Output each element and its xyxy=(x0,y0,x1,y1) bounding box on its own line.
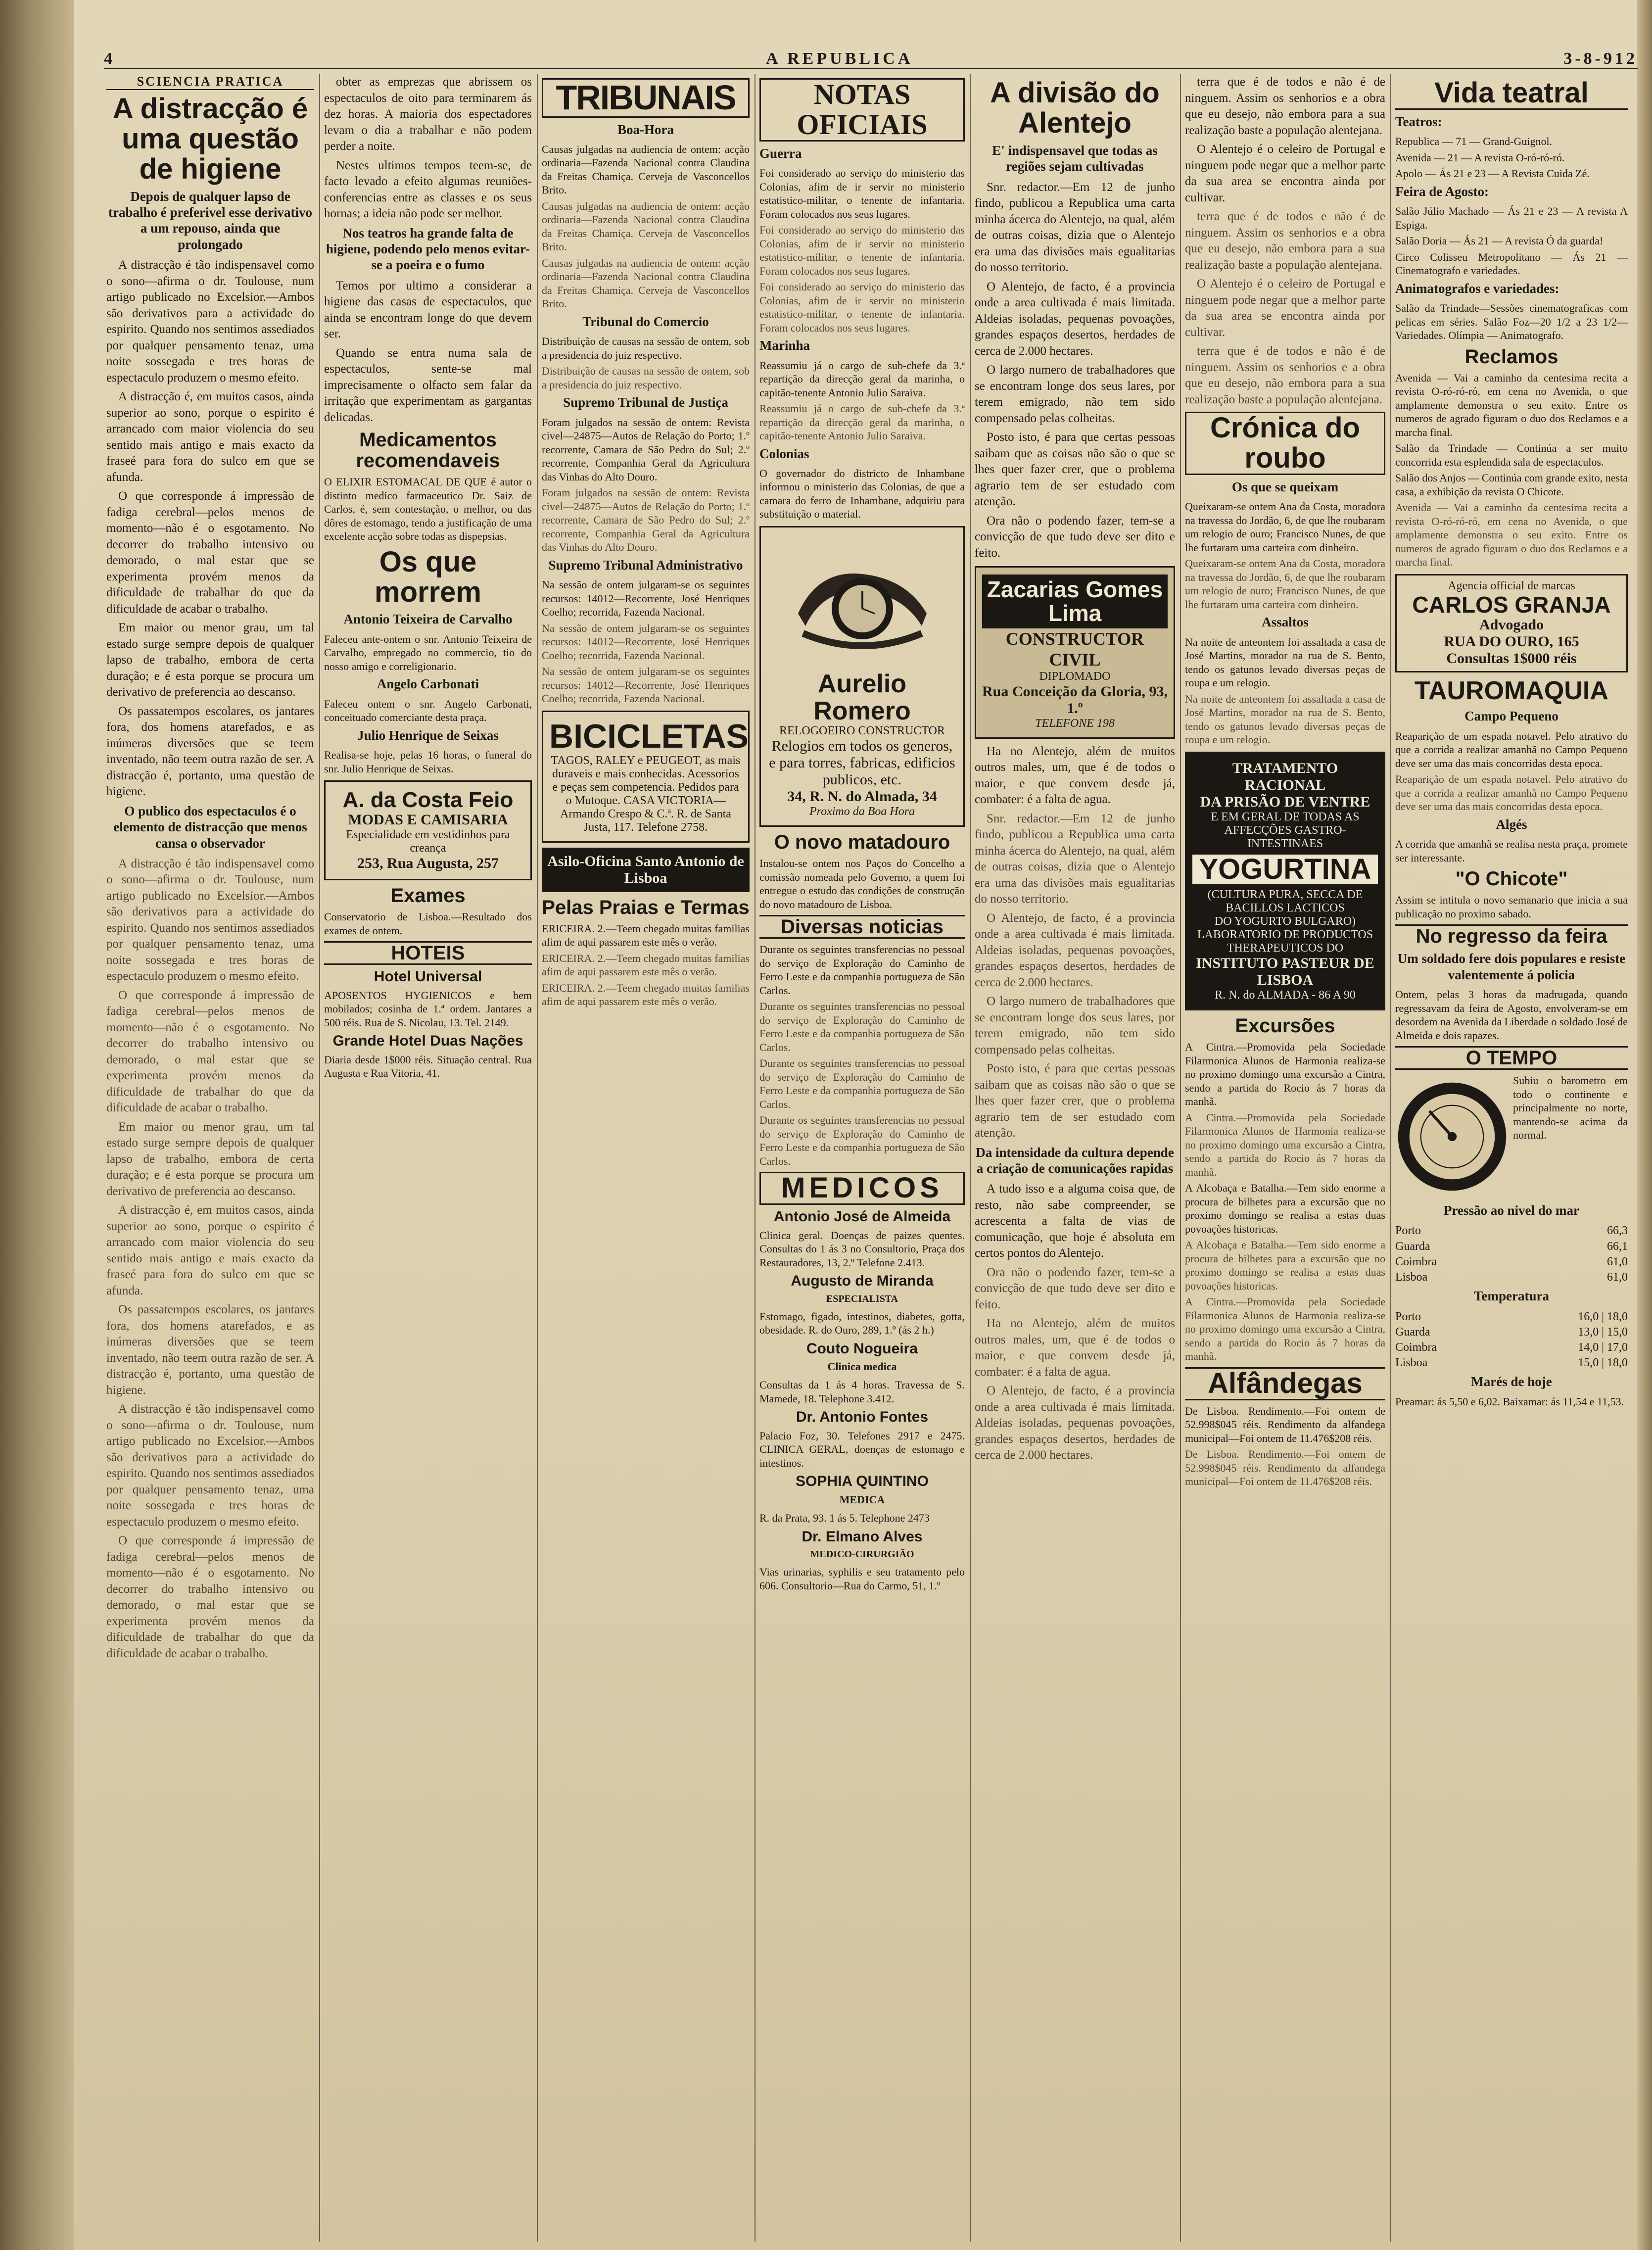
ad-text: TAGOS, RALEY e PEUGEOT, as mais duraveis e mais conhecidas. Acessorios e peças sem competencia. Pedidos para o Mutoque. CASA VICTORIA—Armando Crespo & C.ª. R. de Santa Justa, 117. Telefone 2758. xyxy=(551,754,741,834)
article-paragraph: O Alentejo, de facto, é a provincia onde a area cultivada é mais limitada. Aldeias isoladas, pequenas povoações, grandes espaços desertos, herdades de cerca de 2.000 hectares. xyxy=(975,911,1175,989)
list-label: Feira de Agosto: xyxy=(1395,184,1489,199)
ad-address: 34, R. N. do Almada, 34 xyxy=(787,788,937,805)
article-subhead: Da intensidade da cultura depende a criação de comunicações rapidas xyxy=(976,1145,1174,1176)
article-paragraph: O que corresponde á impressão de fadiga cerebral—pelos menos de momento—não é o esgotamento. No decorrer do trabalho intensivo ou demorado, o mal estar que se experimenta provém menos da dificuldade de trabalhar do que da dificuldade de acabar o trabalho. xyxy=(106,489,314,616)
doctor-text: Palacio Foz, 30. Telefones 2917 e 2475. CLINICA GERAL, doenças de estomago e intestinos. xyxy=(759,1429,965,1469)
ad-address: RUA DO OURO, 165 xyxy=(1444,633,1579,650)
article-subhead: Algés xyxy=(1496,816,1527,832)
ad-line: DA PRISÃO DE VENTRE xyxy=(1200,793,1370,810)
barometer-icon xyxy=(1395,1080,1509,1194)
article-headline: A divisão do Alentejo xyxy=(990,77,1160,139)
column-rule xyxy=(1180,74,1181,2242)
doctor-name: Antonio José de Almeida xyxy=(773,1208,951,1225)
ministry-name: Colonias xyxy=(759,446,809,461)
article-paragraph: Ha no Alentejo, além de muitos outros males, um, que é de todos o maior, e que convem desde já, combater: é a falta de agua. xyxy=(975,744,1175,807)
article-paragraph: A distracção é tão indispensavel como o sono—afirma o dr. Toulouse, num artigo publicado no Excelsior.—Ambos são derivativos para a actividade do espirito. Quando nos sentimos assediados por qualquer pensamento tenaz, uma noite sossegada e tres horas de espectaculo produzem o mesmo efeito. xyxy=(106,258,314,384)
article-paragraph: O largo numero de trabalhadores que se encontram longe dos seus lares, por terem emigrado, não tem sido compensado pelas colheitas. xyxy=(975,363,1175,425)
ad-line: INSTITUTO PASTEUR DE LISBOA xyxy=(1196,955,1374,989)
doctor-name: Couto Nogueira xyxy=(806,1340,918,1357)
ad-line: Especialidade em vestidinhos para creança xyxy=(346,828,510,855)
table-row xyxy=(1395,1355,1628,1371)
article-headline: A distracção é uma questão de higiene xyxy=(112,93,308,185)
table-row xyxy=(1395,1239,1628,1254)
article-paragraph: Posto isto, é para que certas pessoas saibam que as coisas não são o que se lhes quer fazer crer, que o problema agrario tem de ser estudado com atenção. xyxy=(975,1062,1175,1140)
article-paragraph: Em maior ou menor grau, um tal estado surge sempre depois de qualquer lapso de trabalho, embora de certa duração; e é esta porque se procura um derivativo de preferencia ao descanso. xyxy=(106,621,314,699)
article-paragraph: Temos por ultimo a considerar a higiene das casas de espectaculos, que ainda se encontram longe do que devem ser. xyxy=(324,279,532,341)
tides-text: Preamar: ás 5,50 e 6,02. Baixamar: ás 11,54 e 11,53. xyxy=(1395,1395,1624,1408)
table-cell: 61,0 xyxy=(1607,1255,1628,1268)
column-4 xyxy=(759,74,965,2242)
article-paragraph: terra que é de todos e não é de ninguem. Assim os senhorios e a obra que eu desejo, não embora para a sua realização baste a população alentejana. xyxy=(1185,344,1385,406)
article-paragraph: Salão da Trindade — Continúa a ser muito concorrida esta esplendida sala de espectaculos. xyxy=(1395,442,1628,468)
issue-date: 3-8-912 xyxy=(1563,49,1638,68)
article-paragraph: Quando se entra numa sala de espectaculos, sente-se mal imprecisamente o olfacto sem falar da irritação que experimentam as gargantas delicadas. xyxy=(324,346,532,424)
ad-line: MODAS E CAMISARIA xyxy=(348,812,508,828)
list-item: Salão da Trindade—Sessões cinematograficas com pelicas em séries. Salão Foz—20 1/2 a 23 1/2—Variedades. Olímpia — Animatografo. xyxy=(1395,302,1628,342)
doctor-specialty: MEDICO-CIRURGIÃO xyxy=(810,1549,914,1560)
article-paragraph: A distracção é tão indispensavel como o sono—afirma o dr. Toulouse, num artigo publicado no Excelsior.—Ambos são derivativos para a actividade do espirito. Quando nos sentimos assediados por qualquer pensamento tenaz, uma noite sossegada e tres horas de espectaculo produzem o mesmo efeito. xyxy=(106,1402,314,1529)
article-paragraph: Posto isto, é para que certas pessoas saibam que as coisas não são o que se lhes quer fazer crer, que o problema agrario tem de ser estudado com atenção. xyxy=(975,431,1175,509)
court-name: Boa-Hora xyxy=(617,122,674,137)
article-paragraph: terra que é de todos e não é de ninguem. Assim os senhorios e a obra que eu desejo, não embora para a sua realização baste a população alentejana. xyxy=(1185,210,1385,272)
advertisement-aurelio-romero xyxy=(759,526,965,827)
court-text: Causas julgadas na audiencia de ontem: acção ordinaria—Fazenda Nacional contra Claudina da Freitas Chamiça. Cerveja de Vasconcellos Brito. xyxy=(542,199,750,253)
article-paragraph: A Alcobaça e Batalha.—Tem sido enorme a procura de bilhetes para a excursão que no proximo domingo se realisa a estas duas povoações historicas. xyxy=(1185,1239,1385,1292)
court-text: Na sessão de ontem julgaram-se os seguintes recursos: 14012—Recorrente, José Henriques Coelho; recorrida, Fazenda Nacional. xyxy=(542,665,750,705)
article-subhead: Assaltos xyxy=(1262,615,1309,630)
article-headline: Excursões xyxy=(1235,1015,1335,1037)
doctor-text: Estomago, figado, intestinos, diabetes, gotta, obesidade. R. do Ouro, 289, 1.º (ás 2 h.) xyxy=(759,1310,965,1337)
court-text: Causas julgadas na audiencia de ontem: acção ordinaria—Fazenda Nacional contra Claudina da Freitas Chamiça. Cerveja de Vasconcellos Brito. xyxy=(542,143,750,196)
column-5 xyxy=(975,74,1175,2242)
hotel-text: Diaria desde 1$000 réis. Situação central. Rua Augusta e Rua Vitoria, 41. xyxy=(324,1053,532,1080)
list-item: Avenida — 21 — A revista O-ró-ró-ró. xyxy=(1395,151,1565,164)
ad-line: DIPLOMADO xyxy=(1039,670,1111,683)
article-paragraph: Reaparição de um espada notavel. Pelo atrativo do que a corrida a realizar amanhã no Campo Pequeno deve ser uma das mais concorridas desta epoca. xyxy=(1395,729,1628,769)
ad-line: Consultas 1$000 réis xyxy=(1446,650,1577,667)
ad-title: Asilo-Oficina Santo Antonio de Lisboa xyxy=(547,853,744,886)
table-cell: 13,0 | 15,0 xyxy=(1578,1325,1628,1339)
article-paragraph: Avenida — Vai a caminho da centesima recita a revista O-ró-ró-ró, em cena no Avenida, o que amplamente demonstra o seu exito. Entre os numeros de agrado figuram o duo dos Reclamos e a marcha final. xyxy=(1395,501,1628,569)
article-paragraph: Snr. redactor.—Em 12 de junho findo, publicou a Republica uma carta minha ácerca do Alentejo, na qual, além de outras coisas, dizia que o Alentejo era uma das divisões mais egualitarias do nosso territorio. xyxy=(975,180,1175,275)
ministry-name: Marinha xyxy=(759,338,810,353)
ad-brand: YOGURTINA xyxy=(1192,855,1378,885)
advertisement-costa-feio xyxy=(324,780,532,880)
ad-line: DO YOGURTO BULGARO) xyxy=(1214,915,1356,928)
table-row xyxy=(1395,1223,1628,1239)
table-cell: Porto xyxy=(1395,1224,1421,1238)
official-note: Foi considerado ao serviço do ministerio das Colonias, afim de ir servir no ministerio estatistico-militar, o tenente de infantaria. Foram colocados nos seus lugares. xyxy=(759,224,965,277)
court-text: Na sessão de ontem julgaram-se os seguintes recursos: 14012—Recorrente, José Henriques Coelho; recorrida, Fazenda Nacional. xyxy=(542,622,750,662)
section-headline: HOTEIS xyxy=(324,941,532,965)
ad-title: BICICLETAS xyxy=(549,717,749,755)
table-label: Marés de hoje xyxy=(1471,1374,1552,1389)
column-2 xyxy=(324,74,532,2242)
ad-title: Aurelio Romero xyxy=(813,669,911,725)
table-cell: Coimbra xyxy=(1395,1255,1437,1268)
ad-subtitle: CONSTRUCTOR CIVIL xyxy=(1005,628,1144,670)
article-paragraph: Na noite de anteontem foi assaltada a casa de José Martins, morador na rua de S. Bento, tendo os gatunos levado diversas peças de roupa e um relogio. xyxy=(1185,692,1385,746)
article-subhead: Os que se queixam xyxy=(1231,479,1339,494)
section-headline: Alfândegas xyxy=(1185,1367,1385,1400)
article-paragraph: A Cintra.—Promovida pela Sociedade Filarmonica Alunos de Harmonia realiza-se no proximo domingo uma excursão a Cintra, sendo a partida do Rocio ás 7 horas da manhã. xyxy=(1185,1041,1385,1108)
doctor-text: Clinica geral. Doenças de paizes quentes. Consultas do 1 ás 3 no Consultorio, Praça dos Restauradores, 13, 2.º Telefone 2.413. xyxy=(759,1229,965,1269)
column-rule xyxy=(319,74,320,2242)
court-text: Distribuição de causas na sessão de ontem, sob a presidencia do juiz respectivo. xyxy=(542,335,750,361)
court-name: Supremo Tribunal de Justiça xyxy=(563,395,728,410)
doctor-specialty: ESPECIALISTA xyxy=(826,1293,898,1304)
article-headline: O novo matadouro xyxy=(774,831,950,854)
ad-line: LABORATORIO DE PRODUCTOS THERAPEUTICOS DO xyxy=(1197,928,1373,955)
article-paragraph: Durante os seguintes transferencias no pessoal do serviço de Exploração do Caminho de Ferro Leste e da companhia portugueza de São Carlos. xyxy=(759,943,965,997)
ad-note: Proximo da Boa Hora xyxy=(809,805,915,818)
column-3 xyxy=(542,74,750,2242)
section-headline: TRIBUNAIS xyxy=(542,78,750,118)
article-subhead: Depois de qualquer lapso de trabalho é preferivel esse derivativo a um repouso, ainda que prolongado xyxy=(108,189,312,252)
ad-title: Zacarias Gomes Lima xyxy=(982,574,1168,628)
table-cell: 14,0 | 17,0 xyxy=(1578,1340,1628,1354)
table-row xyxy=(1395,1254,1628,1270)
table-cell: 66,1 xyxy=(1607,1240,1628,1253)
article-paragraph: ERICEIRA. 2.—Teem chegado muitas familias afim de aqui passarem este mês o verão. xyxy=(542,981,750,1008)
section-headline: NOTAS OFICIAIS xyxy=(759,78,965,142)
table-cell: 66,3 xyxy=(1607,1224,1628,1238)
table-row xyxy=(1395,1270,1628,1285)
obituary-name: Julio Henrique de Seixas xyxy=(357,727,499,743)
ad-line: Advogado xyxy=(1479,616,1544,633)
article-paragraph: Snr. redactor.—Em 12 de junho findo, publicou a Republica uma carta minha ácerca do Alentejo, na qual, além de outras coisas, dizia que o Alentejo era uma das divisões mais egualitarias do nosso territorio. xyxy=(975,812,1175,906)
ad-text: Relogios em todos os generos, e para torres, fabricas, edificios publicos, etc. xyxy=(769,738,955,788)
article-paragraph: Em maior ou menor grau, um tal estado surge sempre depois de qualquer lapso de trabalho, embora de certa duração; e é esta porque se procura um derivativo de preferencia ao descanso. xyxy=(106,1120,314,1198)
section-headline: TAUROMAQUIA xyxy=(1415,676,1608,705)
article-paragraph: De Lisboa. Rendimento.—Foi ontem de 52.998$045 réis. Rendimento da alfandega municipal—Foi ontem de 11.476$208 réis. xyxy=(1185,1404,1385,1444)
article-headline: Reclamos xyxy=(1464,345,1558,368)
advertisement-yogurtina xyxy=(1185,752,1385,1011)
article-paragraph: A Alcobaça e Batalha.—Tem sido enorme a procura de bilhetes para a excursão que no proximo domingo se realisa a estas duas povoações historicas. xyxy=(1185,1182,1385,1235)
section-label: SCIENCIA PRATICA xyxy=(106,74,314,90)
article-paragraph: obter as emprezas que abrissem os espectaculos de oito para terminarem ás dez horas. A maioria dos espectadores levam o dia a trabalhar e não podem perder a noite. xyxy=(324,75,532,153)
article-paragraph: A distracção é, em muitos casos, ainda superior ao sono, porque o espirito é arrancado com maior violencia do seu sentido mais antigo e mais exacto da fraseé para fora do sulco em que se afunda. xyxy=(106,1203,314,1297)
article-subhead: Nos teatros ha grande falta de higiene, podendo pelo menos evitar-se a poeira e o fumo xyxy=(326,225,530,273)
article-paragraph: ERICEIRA. 2.—Teem chegado muitas familias afim de aqui passarem este mês o verão. xyxy=(542,922,750,949)
table-cell: Guarda xyxy=(1395,1325,1430,1339)
article-subhead: Campo Pequeno xyxy=(1464,709,1558,724)
article-paragraph: O que corresponde á impressão de fadiga cerebral—pelos menos de momento—não é o esgotamento. No decorrer do trabalho intensivo ou demorado, o mal estar que se experimenta provém menos da dificuldade de trabalhar do que da dificuldade de acabar o trabalho. xyxy=(106,988,314,1115)
article-headline: Crónica do roubo xyxy=(1185,412,1385,475)
ad-line: E EM GERAL DE TODAS AS xyxy=(1211,810,1360,823)
court-text: Foram julgados na sessão de ontem: Revista civel—24875—Autos de Relação do Porto; 1.º recorrente, Camara de São Pedro do Sul; 2.º recorrente, Companhia Geral da Agricultura das Vinhas do Alto Douro. xyxy=(542,416,750,483)
ad-address: R. N. do ALMADA - 86 A 90 xyxy=(1215,989,1356,1002)
article-paragraph: Durante os seguintes transferencias no pessoal do serviço de Exploração do Caminho de Ferro Leste e da companhia portugueza de São Carlos. xyxy=(759,1000,965,1053)
advertisement-asilo xyxy=(542,848,750,892)
ad-line: AFFECÇÕES GASTRO-INTESTINAES xyxy=(1224,823,1346,850)
court-text: Foram julgados na sessão de ontem: Revista civel—24875—Autos de Relação do Porto; 1.º recorrente, Camara de São Pedro do Sul; 2.º recorrente, Companhia Geral da Agricultura das Vinhas do Alto Douro. xyxy=(542,486,750,554)
article-paragraph: Instalou-se ontem nos Paços do Concelho a comissão nomeada pelo Governo, a quem foi entregue o estudo das condições de construção do novo matadouro de Lisboa. xyxy=(759,857,965,910)
article-paragraph: Durante os seguintes transferencias no pessoal do serviço de Exploração do Caminho de Ferro Leste e da companhia portugueza de São Carlos. xyxy=(759,1057,965,1110)
article-paragraph: O ELIXIR ESTOMACAL DE QUE é autor o distinto medico farmaceutico Dr. Saiz de Carlos, é, sem contestação, o melhor, ou das dôres de estomago, tendo a justificação de uma excelente acção sobre todas as dispepsias. xyxy=(324,476,532,543)
table-row xyxy=(1395,1309,1628,1325)
column-1 xyxy=(106,74,314,2242)
article-paragraph: ERICEIRA. 2.—Teem chegado muitas familias afim de aqui passarem este mês o verão. xyxy=(542,952,750,978)
article-headline: "O Chicote" xyxy=(1455,868,1568,890)
table-cell: 15,0 | 18,0 xyxy=(1578,1356,1628,1370)
ministry-name: Guerra xyxy=(759,145,802,161)
article-paragraph: A corrida que amanhã se realisa nesta praça, promete ser interessante. xyxy=(1395,838,1628,864)
article-paragraph: A tudo isso e a alguma coisa que, de resto, não sabe compreender, se acrescenta a falta de vias de comunicação, que hoje é absoluta em certos pontos do Alentejo. xyxy=(975,1182,1175,1260)
article-paragraph: Durante os seguintes transferencias no pessoal do serviço de Exploração do Caminho de Ferro Leste e da companhia portugueza de São Carlos. xyxy=(759,1114,965,1167)
table-cell: 61,0 xyxy=(1607,1270,1628,1284)
article-paragraph: O que corresponde á impressão de fadiga cerebral—pelos menos de momento—não é o esgotamento. No decorrer do trabalho intensivo ou demorado, o mal estar que se experimenta provém menos da dificuldade de trabalhar do que da dificuldade de acabar o trabalho. xyxy=(106,1534,314,1660)
court-text: Na sessão de ontem julgaram-se os seguintes recursos: 14012—Recorrente, José Henriques Coelho; recorrida, Fazenda Nacional. xyxy=(542,578,750,619)
official-note: O governador do districto de Inhambane informou o ministerio das Colonias, de que a camara do ferro de Inhambane, adquiriu para substituição o material. xyxy=(759,467,965,521)
list-item: Salão Doria — Ás 21 — A revista Ó da guarda! xyxy=(1395,235,1604,247)
article-headline: Exames xyxy=(390,885,466,907)
ad-subtitle: RELOGOEIRO CONSTRUCTOR xyxy=(779,724,945,738)
ad-address: 253, Rua Augusta, 257 xyxy=(357,855,499,872)
table-cell: Guarda xyxy=(1395,1240,1430,1253)
article-paragraph: O Alentejo, de facto, é a provincia onde a area cultivada é mais limitada. Aldeias isoladas, pequenas povoações, grandes espaços desertos, herdades de cerca de 2.000 hectares. xyxy=(975,280,1175,358)
obituary-text: Faleceu ante-ontem o snr. Antonio Teixeira de Carvalho, empregado no commercio, tio do nosso amigo e correligionario. xyxy=(324,632,532,672)
weather-block xyxy=(1395,1074,1628,1199)
weather-text: Subiu o barometro em todo o continente e principalmente no norte, mantendo-se acima da normal. xyxy=(1513,1074,1628,1142)
hotel-name: Hotel Universal xyxy=(374,968,482,985)
article-paragraph: Salão dos Anjos — Continúa com grande exito, nesta casa, a exhibição da revista O Chicote. xyxy=(1395,472,1628,498)
doctor-text: Vias urinarias, syphilis e seu tratamento pelo 606. Consultorio—Rua do Carmo, 51, 1.º xyxy=(759,1566,965,1592)
table-cell: Lisboa xyxy=(1395,1356,1428,1370)
article-headline: No regresso da feira xyxy=(1395,924,1628,947)
ad-title: CARLOS GRANJA xyxy=(1412,591,1611,618)
table-row xyxy=(1395,1325,1628,1340)
ad-line: Agencia official de marcas xyxy=(1448,579,1575,592)
ad-phone: TELEFONE 198 xyxy=(1035,717,1115,730)
article-paragraph: A Cintra.—Promovida pela Sociedade Filarmonica Alunos de Harmonia realiza-se no proximo domingo uma excursão a Cintra, sendo a partida do Rocio ás 7 horas da manhã. xyxy=(1185,1295,1385,1363)
obituary-name: Antonio Teixeira de Carvalho xyxy=(343,612,513,627)
doctor-text: R. da Prata, 93. 1 ás 5. Telephone 2473 xyxy=(759,1512,930,1525)
article-paragraph: Ontem, pelas 3 horas da madrugada, quando regressavam da feira de Agosto, envolveram-se em desordem na Avenida da Liberdade o soldado José de Almeida e dois rapazes. xyxy=(1395,988,1628,1042)
list-item: Republica — 71 — Grand-Guignol. xyxy=(1395,135,1553,148)
table-cell: Coimbra xyxy=(1395,1340,1437,1354)
list-label: Animatografos e variedades: xyxy=(1395,281,1559,296)
wristwatch-illustration xyxy=(788,539,937,663)
table-row xyxy=(1395,1340,1628,1355)
list-item: Apolo — Ás 21 e 23 — A Revista Cuida Zé. xyxy=(1395,167,1590,180)
torn-edge-left xyxy=(0,0,74,2250)
article-paragraph: Reaparição de um espada notavel. Pelo atrativo do que a corrida a realizar amanhã no Campo Pequeno deve ser uma das mais concorridas desta epoca. xyxy=(1395,773,1628,813)
list-item: Circo Colisseu Metropolitano — Ás 21 — Cinematografo e variedades. xyxy=(1395,250,1628,277)
column-rule xyxy=(537,74,538,2242)
article-paragraph: O Alentejo é o celeiro de Portugal e ninguem pode negar que a melhor parte da sua area se encontra ainda por cultivar. xyxy=(1185,277,1385,339)
article-paragraph: Assim se intitula o novo semanario que inicia a sua publicação no proximo sabado. xyxy=(1395,894,1628,920)
article-paragraph: De Lisboa. Rendimento.—Foi ontem de 52.998$045 réis. Rendimento da alfandega municipal—Foi ontem de 11.476$208 réis. xyxy=(1185,1448,1385,1488)
hotel-name: Grande Hotel Duas Nações xyxy=(332,1033,523,1050)
table-label: Pressão ao nivel do mar xyxy=(1444,1203,1579,1218)
article-subhead: O publico dos espectaculos é o elemento de distracção que menos cansa o observador xyxy=(113,803,307,851)
article-paragraph: Os passatempos escolares, os jantares fora, dos homens atarefados, e as inúmeras diversões que se teem inventado, não teem outra razão de ser. A distracção é, portanto, uma questão de higiene. xyxy=(106,704,314,799)
doctor-name: Dr. Elmano Alves xyxy=(802,1528,923,1545)
advertisement-zacarias xyxy=(975,566,1175,739)
column-rule xyxy=(1390,74,1391,2242)
article-subhead: E' indispensavel que todas as regiões sejam cultivadas xyxy=(992,143,1158,174)
column-6 xyxy=(1185,74,1385,2242)
article-paragraph: Ora não o podendo fazer, tem-se a convicção de que tudo deve ser dito e feito. xyxy=(975,514,1175,560)
ad-line: (CULTURA PURA, SECCA DE BACILLOS LACTICOS xyxy=(1207,888,1363,915)
ad-line: TRATAMENTO RACIONAL xyxy=(1232,760,1338,793)
column-rule xyxy=(970,74,971,2242)
article-paragraph: Na noite de anteontem foi assaltada a casa de José Martins, morador na rua de S. Bento, tendo os gatunos levado diversas peças de roupa e um relogio. xyxy=(1185,635,1385,689)
article-paragraph: O largo numero de trabalhadores que se encontram longe dos seus lares, por terem emigrado, não tem sido compensado pelas colheitas. xyxy=(975,995,1175,1056)
paper-name: A REPUBLICA xyxy=(765,49,913,68)
article-paragraph: Avenida — Vai a caminho da centesima recita a revista O-ró-ró-ró, em cena no Avenida, o que amplamente demonstra o seu exito. Entre os numeros de agrado figuram o duo dos Reclamos e a marcha final. xyxy=(1395,371,1628,438)
advertisement-bicycles xyxy=(542,711,750,843)
doctor-specialty: MEDICA xyxy=(839,1493,885,1506)
table-cell: 16,0 | 18,0 xyxy=(1578,1310,1628,1323)
article-headline: Medicamentos recomendaveis xyxy=(356,429,500,472)
table-cell: Lisboa xyxy=(1395,1270,1428,1284)
article-paragraph: Conservatorio de Lisboa.—Resultado dos exames de ontem. xyxy=(324,910,532,937)
article-paragraph: A distracção é tão indispensavel como o sono—afirma o dr. Toulouse, num artigo publicado no Excelsior.—Ambos são derivativos para a actividade do espirito. Quando nos sentimos assediados por qualquer pensamento tenaz, uma noite sossegada e tres horas de espectaculo produzem o mesmo efeito. xyxy=(106,857,314,983)
article-headline: Diversas noticias xyxy=(759,915,965,939)
ad-title: A. da Costa Feio xyxy=(342,788,514,813)
article-paragraph: Queixaram-se ontem Ana da Costa, moradora na travessa do Jordão, 6, de que lhe roubaram um relogio de ouro; Francisco Nunes, de que lhe furtaram uma carteira com dinheiro. xyxy=(1185,500,1385,554)
court-text: Distribuição de causas na sessão de ontem, sob a presidencia do juiz respectivo. xyxy=(542,365,750,391)
page-number: 4 xyxy=(104,49,115,68)
official-note: Reassumiu já o cargo de sub-chefe da 3.ª repartição da direcção geral da marinha, o capitão-tenente Antonio Julio Saraiva. xyxy=(759,359,965,399)
doctor-name: SOPHIA QUINTINO xyxy=(796,1473,929,1490)
obituary-name: Angelo Carbonati xyxy=(377,676,479,692)
official-note: Foi considerado ao serviço do ministerio das Colonias, afim de ir servir no ministerio estatistico-militar, o tenente de infantaria. Foram colocados nos seus lugares. xyxy=(759,167,965,220)
list-label: Teatros: xyxy=(1395,114,1442,129)
article-paragraph: Ora não o podendo fazer, tem-se a convicção de que tudo deve ser dito e feito. xyxy=(975,1265,1175,1311)
doctor-specialty: Clinica medica xyxy=(827,1360,897,1373)
doctor-name: Augusto de Miranda xyxy=(791,1273,934,1290)
official-note: Foi considerado ao serviço do ministerio das Colonias, afim de ir servir no ministerio estatistico-militar, o tenente de infantaria. Foram colocados nos seus lugares. xyxy=(759,281,965,334)
obituary-text: Realisa-se hoje, pelas 16 horas, o funeral do snr. Julio Henrique de Seixas. xyxy=(324,749,532,775)
article-paragraph: terra que é de todos e não é de ninguem. Assim os senhorios e a obra que eu desejo, não embora para a sua realização baste a população alentejana. xyxy=(1185,75,1385,137)
section-headline: O TEMPO xyxy=(1395,1046,1628,1070)
doctor-name: Dr. Antonio Fontes xyxy=(796,1409,929,1426)
article-paragraph: Nestes ultimos tempos teem-se, de facto levado a efeito algumas reuniões-conferencias entre as classes e os seus hornas; a ideia não pode ser melhor. xyxy=(324,158,532,220)
obituary-text: Faleceu ontem o snr. Angelo Carbonati, conceituado comerciante desta praça. xyxy=(324,697,532,724)
article-headline: Pelas Praias e Termas xyxy=(542,896,750,918)
article-subhead: Um soldado fere dois populares e resiste valentemente á policia xyxy=(1397,951,1626,982)
section-headline: MEDICOS xyxy=(759,1172,965,1205)
doctor-text: Consultas da 1 ás 4 horas. Travessa de S. Mamede, 18. Telephone 3.412. xyxy=(759,1379,965,1405)
ad-address: Rua Conceição da Gloria, 93, 1.º xyxy=(982,683,1168,717)
court-name: Supremo Tribunal Administrativo xyxy=(548,557,743,573)
article-paragraph: O Alentejo, de facto, é a provincia onde a area cultivada é mais limitada. Aldeias isoladas, pequenas povoações, grandes espaços desertos, herdades de cerca de 2.000 hectares. xyxy=(975,1384,1175,1462)
hotel-text: APOSENTOS HYGIENICOS e bem mobilados; cosinha de 1.ª ordem. Jantares a 500 réis. Rua de S. Nicolau, 13. Tel. 2149. xyxy=(324,989,532,1029)
column-7 xyxy=(1395,74,1628,2242)
court-text: Causas julgadas na audiencia de ontem: acção ordinaria—Fazenda Nacional contra Claudina da Freitas Chamiça. Cerveja de Vasconcellos Brito. xyxy=(542,256,750,310)
article-paragraph: O Alentejo é o celeiro de Portugal e ninguem pode negar que a melhor parte da sua area se encontra ainda por cultivar. xyxy=(1185,143,1385,204)
article-paragraph: Ha no Alentejo, além de muitos outros males, um, que é de todos o maior, e que convem desde já, combater: é a falta de agua. xyxy=(975,1317,1175,1379)
torn-edge-right xyxy=(1637,0,1652,2250)
article-paragraph: A Cintra.—Promovida pela Sociedade Filarmonica Alunos de Harmonia realiza-se no proximo domingo uma excursão a Cintra, sendo a partida do Rocio ás 7 horas da manhã. xyxy=(1185,1111,1385,1178)
article-paragraph: Os passatempos escolares, os jantares fora, dos homens atarefados, e as inúmeras diversões que se teem inventado, não teem outra razão de ser. A distracção é, portanto, uma questão de higiene. xyxy=(106,1303,314,1397)
official-note: Reassumiu já o cargo de sub-chefe da 3.ª repartição da direcção geral da marinha, o capitão-tenente Antonio Julio Saraiva. xyxy=(759,402,965,442)
advertisement-carlos-granja xyxy=(1395,574,1628,672)
masthead xyxy=(104,44,1638,70)
court-name: Tribunal do Comercio xyxy=(582,314,709,329)
article-paragraph: A distracção é, em muitos casos, ainda superior ao sono, porque o espirito é arrancado com maior violencia do seu sentido mais antigo e mais exacto da fraseé para fora do sulco em que se afunda. xyxy=(106,390,314,484)
list-item: Salão Júlio Machado — Ás 21 e 23 — A revista A Espiga. xyxy=(1395,205,1628,231)
table-cell: Porto xyxy=(1395,1310,1421,1323)
table-label: Temperatura xyxy=(1474,1289,1549,1304)
article-paragraph: Queixaram-se ontem Ana da Costa, moradora na travessa do Jordão, 6, de que lhe roubaram um relogio de ouro; Francisco Nunes, de que lhe furtaram uma carteira com dinheiro. xyxy=(1185,557,1385,611)
section-headline: Vida teatral xyxy=(1395,78,1628,110)
article-headline: Os que morrem xyxy=(375,545,481,608)
